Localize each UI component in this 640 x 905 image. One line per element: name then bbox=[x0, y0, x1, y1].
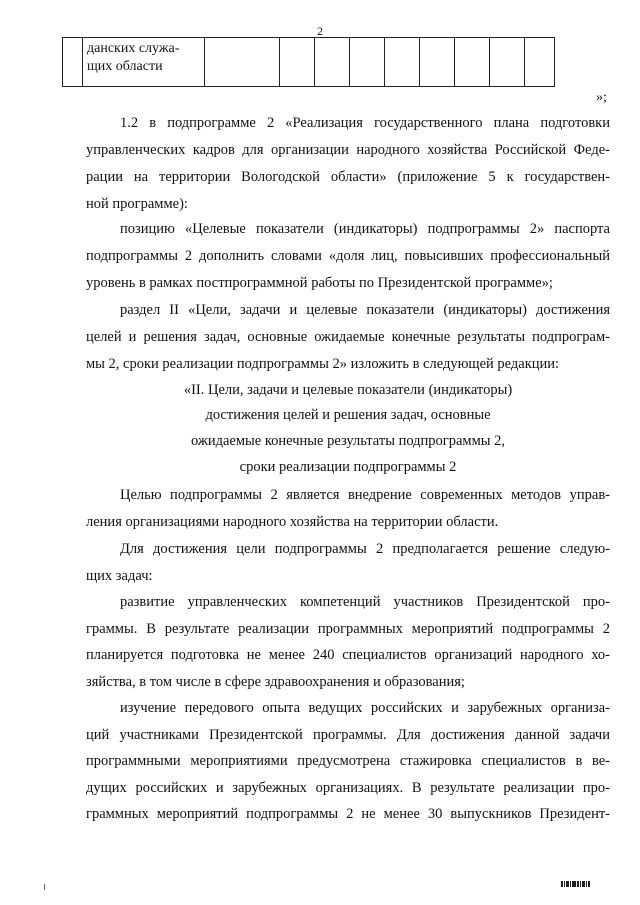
table-cell bbox=[205, 38, 280, 87]
text-line: ной программе): bbox=[86, 196, 188, 212]
table-cell bbox=[63, 38, 83, 87]
barcode-mark bbox=[561, 881, 590, 887]
table-cell bbox=[350, 38, 385, 87]
text-line: программными мероприятиями предусмотрена стажировка специалистов в ве- bbox=[86, 753, 610, 769]
text-line: позицию «Целевые показатели (индикаторы) подпрограммы 2» паспорта bbox=[120, 221, 610, 237]
text-line: ления организациями народного хозяйства на территории области. bbox=[86, 514, 499, 530]
closing-quote-mark: »; bbox=[596, 90, 607, 105]
section-heading-line: сроки реализации подпрограммы 2 bbox=[239, 459, 457, 475]
page-number: 2 bbox=[317, 24, 323, 38]
table-cell bbox=[385, 38, 420, 87]
text-line: Целью подпрограммы 2 является внедрение современных методов управ- bbox=[120, 487, 610, 503]
text-line: уровень в рамках постпрограммной работы по Президентской программе»; bbox=[86, 275, 553, 291]
table-name-cell bbox=[83, 38, 205, 87]
section-heading-line: «II. Цели, задачи и целевые показатели (индикаторы) bbox=[183, 382, 513, 398]
text-line: рации на территории Вологодской области» (приложение 5 к государствен- bbox=[86, 169, 610, 185]
table-cell bbox=[490, 38, 525, 87]
text-line: мы 2, сроки реализации подпрограммы 2» изложить в следующей редакции: bbox=[86, 356, 560, 372]
section-heading-line: достижения целей и решения задач, основные bbox=[205, 407, 491, 423]
text-line: 1.2 в подпрограмме 2 «Реализация государственного плана подготовки bbox=[120, 115, 610, 131]
text-line: ций участниками Президентской программы. Для достижения данной задачи bbox=[86, 727, 610, 743]
table-name-line-2: щих области bbox=[87, 59, 163, 74]
table-cell bbox=[315, 38, 350, 87]
section-heading-line: ожидаемые конечные результаты подпрограммы 2, bbox=[190, 433, 506, 449]
text-line: подпрограммы 2 дополнить словами «доля лиц, повысивших профессиональный bbox=[86, 248, 610, 264]
table-cell bbox=[455, 38, 490, 87]
scan-margin-mark bbox=[44, 884, 45, 890]
text-line: раздел II «Цели, задачи и целевые показатели (индикаторы) достижения bbox=[120, 302, 610, 318]
table-row bbox=[63, 38, 555, 87]
text-line: зяйства, в том числе в сфере здравоохранения и образования; bbox=[86, 674, 465, 690]
table-cell bbox=[525, 38, 555, 87]
text-line: дущих российских и зарубежных организациях. В результате реализации про- bbox=[86, 780, 610, 796]
text-line: изучение передового опыта ведущих российских и зарубежных организа- bbox=[120, 700, 610, 716]
text-line: Для достижения цели подпрограммы 2 предполагается решение следую- bbox=[120, 541, 610, 557]
table-name-line-1: данских служа- bbox=[87, 41, 180, 56]
table-fragment bbox=[62, 37, 555, 87]
text-line: управленческих кадров для организации народного хозяйства Российской Феде- bbox=[86, 142, 610, 158]
text-line: щих задач: bbox=[86, 568, 153, 584]
text-line: целей и решения задач, основные ожидаемые конечные результаты подпрограм- bbox=[86, 329, 610, 345]
table-cell bbox=[280, 38, 315, 87]
table-cell bbox=[420, 38, 455, 87]
text-line: граммы. В результате реализации программных мероприятий подпрограммы 2 bbox=[86, 621, 610, 637]
text-line: развитие управленческих компетенций участников Президентской про- bbox=[120, 594, 610, 610]
text-line: планируется подготовка не менее 240 специалистов организаций народного хо- bbox=[86, 647, 610, 663]
text-line: граммных мероприятий подпрограммы 2 не менее 30 выпускников Президент- bbox=[86, 806, 610, 822]
